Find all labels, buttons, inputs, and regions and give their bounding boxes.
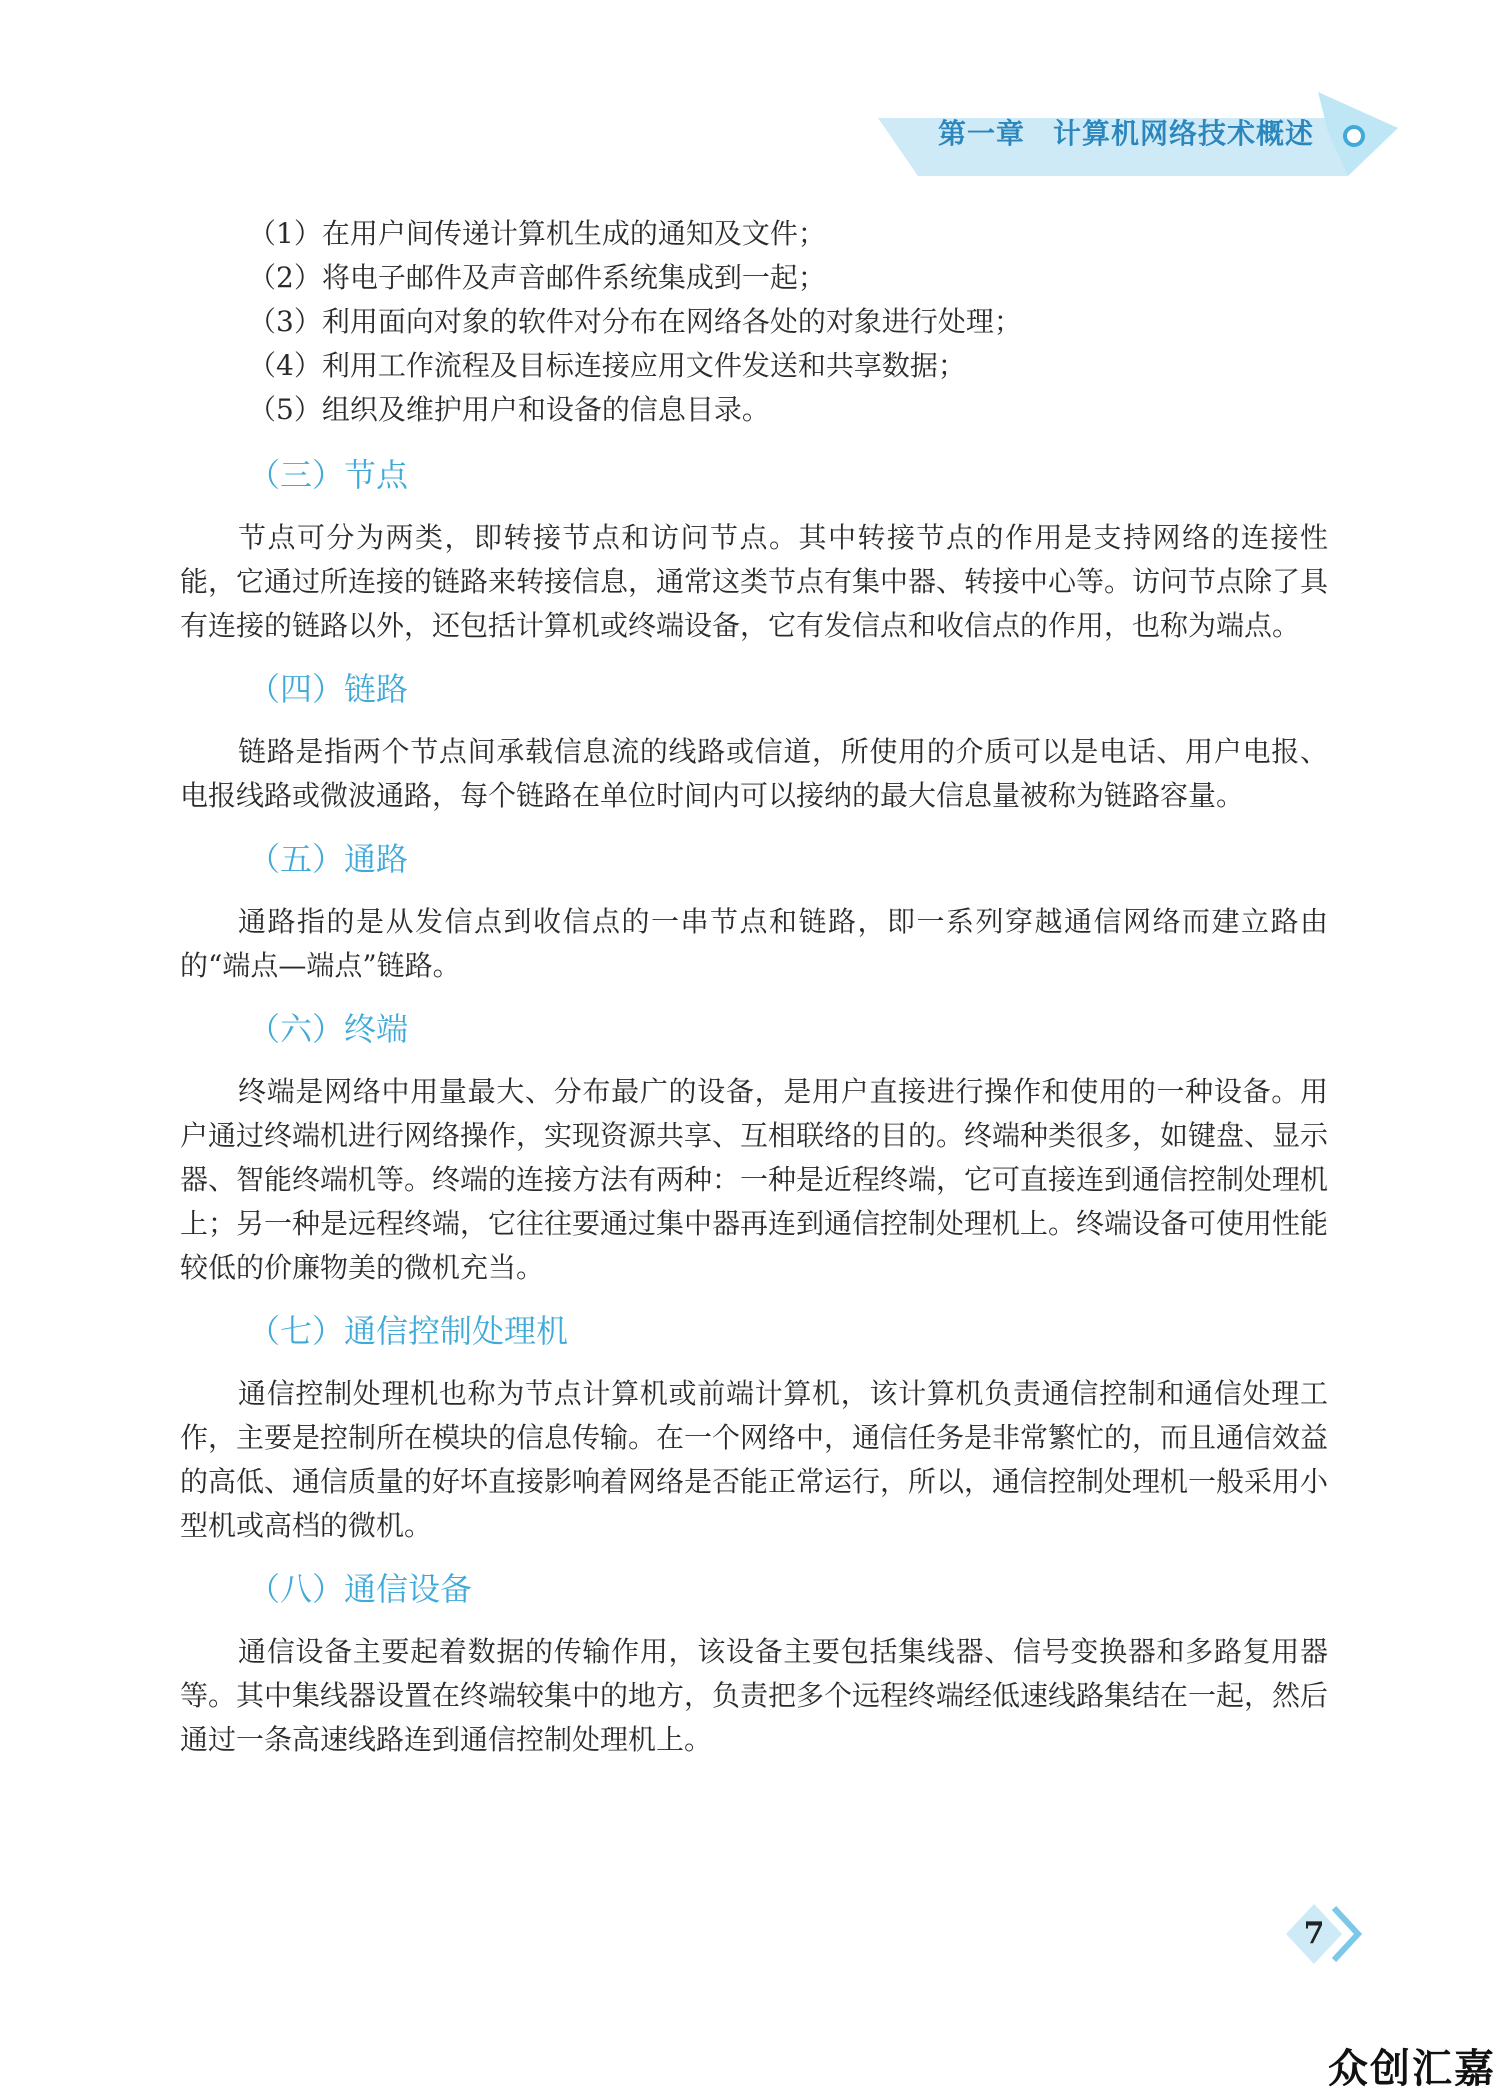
section-paragraph-comm-equipment: 通信设备主要起着数据的传输作用，该设备主要包括集线器、信号变换器和多路复用器等。其中集线器设置在终端较集中的地方，负责把多个远程终端经低速线路集结在一起，然后通过一条高速线路连到通信控制处理机上。 (180, 1635, 1329, 1756)
chapter-number: 第一章 (938, 117, 1026, 150)
chapter-name: 计算机网络技术概述 (1053, 117, 1315, 150)
page-content (180, 212, 1328, 1762)
list-item: （2）将电子邮件及声音邮件系统集成到一起； (248, 261, 826, 294)
chapter-header-banner (878, 92, 1398, 176)
page-number: 7 (1303, 1916, 1325, 1951)
section-heading-nodes: （三）节点 (248, 456, 409, 494)
section-paragraph-comm-processor: 通信控制处理机也称为节点计算机或前端计算机，该计算机负责通信控制和通信处理工作，主要是控制所在模块的信息传输。在一个网络中，通信任务是非常繁忙的，而且通信效益的高低、通信质量的好坏直接影响着网络是否能正常运行，所以，通信控制处理机一般采用小型机或高档的微机。 (180, 1377, 1329, 1542)
section-heading-terminals: （六）终端 (248, 1010, 409, 1048)
intro-list (180, 212, 1328, 432)
section-paragraph-terminals: 终端是网络中用量最大、分布最广的设备，是用户直接进行操作和使用的一种设备。用户通过终端机进行网络操作，实现资源共享、互相联络的目的。终端种类很多，如键盘、显示器、智能终端机等。终端的连接方法有两种：一种是近程终端，它可直接连到通信控制处理机上；另一种是远程终端，它往往要通过集中器再连到通信控制处理机上。终端设备可使用性能较低的价廉物美的微机充当。 (180, 1075, 1329, 1284)
list-item: （3）利用面向对象的软件对分布在网络各处的对象进行处理； (248, 305, 1022, 338)
watermark-text: 众创汇嘉 (1328, 2046, 1496, 2092)
section-heading-links: （四）链路 (248, 670, 409, 708)
section-heading-comm-processor: （七）通信控制处理机 (248, 1312, 569, 1350)
list-item: （1）在用户间传递计算机生成的通知及文件； (248, 217, 826, 250)
chapter-title (938, 112, 1314, 152)
list-item: （5）组织及维护用户和设备的信息目录。 (248, 393, 770, 426)
section-paragraph-links: 链路是指两个节点间承载信息流的线路或信道，所使用的介质可以是电话、用户电报、电报线路或微波通路，每个链路在单位时间内可以接纳的最大信息量被称为链路容量。 (180, 735, 1328, 812)
list-item: （4）利用工作流程及目标连接应用文件发送和共享数据； (248, 349, 966, 382)
page-number-badge (1286, 1900, 1366, 1976)
section-heading-paths: （五）通路 (248, 840, 409, 878)
section-paragraph-paths: 通路指的是从发信点到收信点的一串节点和链路，即一系列穿越通信网络而建立路由的“端点—端点”链路。 (180, 905, 1328, 982)
section-heading-comm-equipment: （八）通信设备 (248, 1570, 473, 1608)
section-paragraph-nodes: 节点可分为两类，即转接节点和访问节点。其中转接节点的作用是支持网络的连接性能，它通过所连接的链路来转接信息，通常这类节点有集中器、转接中心等。访问节点除了具有连接的链路以外，还包括计算机或终端设备，它有发信点和收信点的作用，也称为端点。 (180, 521, 1329, 642)
